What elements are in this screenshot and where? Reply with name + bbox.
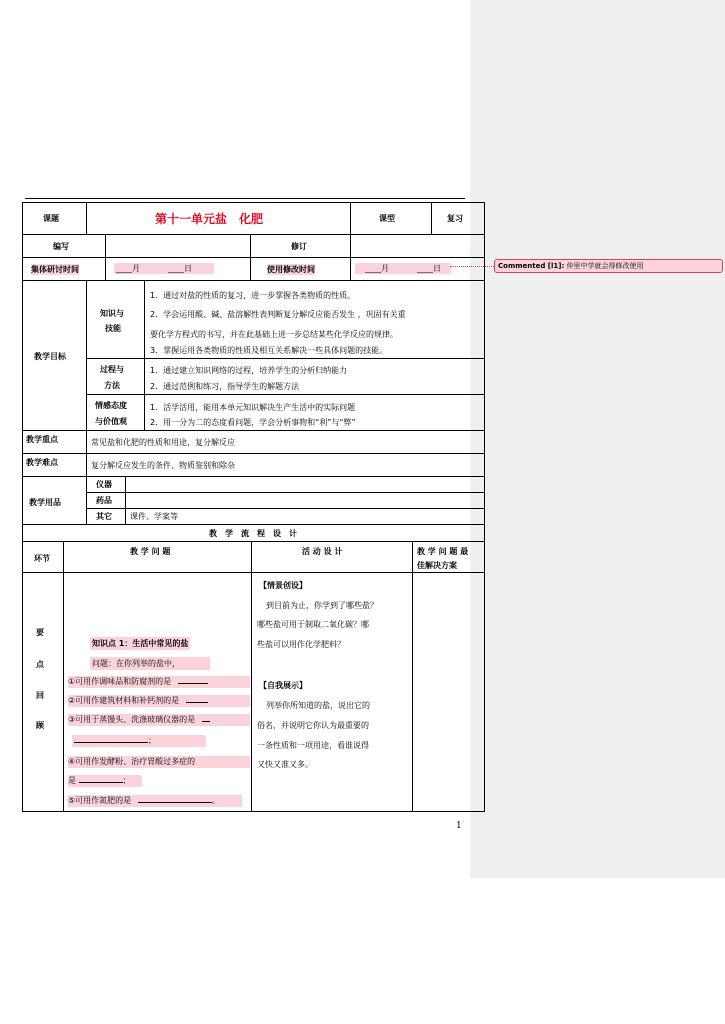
comment-margin-pane [470,0,725,878]
knowledge-label-line1: 知识与 [100,309,124,318]
revise-label-cell [250,234,351,258]
lesson-title: 第十一单元盐 化肥 [155,212,264,226]
question-intro: 问题：在你列举的盐中， [90,657,210,670]
difficult-point-value-cell [86,453,485,477]
flow-title-cell [22,524,485,542]
col-problem-cell [63,541,252,573]
knowledge-items-cell [144,280,485,359]
activity-1-line-2: 哪些盐可用于制取二氧化碳？哪 [257,620,369,629]
key-point-value-cell [86,430,485,454]
comment-connector [450,266,494,267]
stage-char-1: 要 [36,628,44,637]
page-number: 1 [456,821,462,831]
activity-1-line-3: 些盐可以用作化学肥料？ [257,640,345,649]
goals-label: 教学目标 [34,352,66,361]
emotion-item-2: 2．用一分为二的态度看问题，学会分析事物和“利”与“弊” [150,418,356,427]
goals-label-cell [22,280,87,431]
stage-char-3: 回 [36,691,44,700]
activity-1-title: 【情景创设】 [259,581,307,590]
author-value-cell[interactable] [105,234,251,258]
col-problem: 教 学 问 题 [130,547,171,556]
question-4-row [68,756,250,768]
lesson-title-cell [86,202,351,235]
difficult-point-label-cell [22,453,87,477]
question-2: ②可用作建筑材料和补钙剂的是 [68,696,180,705]
flow-title: 教 学 流 程 设 计 [209,529,297,538]
drug-label: 药品 [96,496,112,505]
activity-2-line-3: 一条性质和一项用途，看谁说得 [257,741,369,750]
activity-cell [251,572,413,812]
knowledge-point-1: 知识点 1：生活中常见的盐 [92,639,189,648]
knowledge-item-2: 2．学会运用酸、碱、盐溶解性表判断复分解反应能否发生 ，巩固有关重 [150,310,406,319]
difficult-point-label: 教学难点 [26,458,58,467]
use-time-label-cell [250,257,351,281]
author-label-cell [22,234,106,258]
question-1: ①可用作调味品和防腐剂的是 [68,677,172,686]
collective-label-cell [22,257,106,281]
question-3-blank-cont[interactable] [74,742,148,743]
other-label: 其它 [96,512,112,521]
comment-text: 仲里中学就会得修改使用 [566,262,644,270]
process-item-1: 1．通过建立知识网络的过程，培养学生的分析归纳能力 [150,366,348,375]
question-2-row [68,695,250,707]
question-3: ③可用于蒸馒头、洗涤玻璃仪器的是 [68,715,196,724]
use-day: ____日 [417,264,441,273]
question-1-row [68,676,250,688]
question-3-blank[interactable] [202,721,210,722]
comment-label: Commented [l1]: [498,262,565,270]
question-4: ④可用作发酵粉、治疗胃酸过多症的 [68,757,196,766]
lesson-label-cell [22,202,87,235]
instrument-value-cell [125,476,485,493]
activity-1-line-1: 到目前为止，你学到了哪些盐？ [266,601,378,610]
col-stage: 环节 [34,554,50,563]
use-time-label: 使用修改时间 [267,265,315,274]
use-time-cell[interactable] [350,257,485,281]
col-activity-cell [251,541,413,573]
instrument-label: 仪器 [96,480,112,489]
emotion-label-line1: 情感态度 [95,401,127,410]
revise-label: 修订 [291,242,307,251]
question-4-cont: 是 ； [68,775,142,787]
stage-cell [22,572,64,812]
key-point-value: 常见盐和化肥的性质和用途，复分解反应 [91,438,235,447]
author-label: 编写 [53,242,69,251]
activity-2-line-4: 又快又准又多。 [257,760,313,769]
stage-char-4: 顾 [36,721,44,730]
knowledge-item-3: 3．掌握运用各类物质的性质及相互关系解决一些具体问题的技能。 [150,346,388,355]
col-solution-line1: 教 学 问 题 最 [417,547,469,556]
stage-char-2: 点 [36,660,44,669]
drug-value-cell [125,492,485,509]
collective-time-cell[interactable] [105,257,251,281]
process-label-line1: 过程与 [100,365,124,374]
use-month: ____月 [365,264,389,273]
emotion-item-1: 1．活学活用，能用本单元知识解决生产生活中的实际问题 [150,403,356,412]
question-5: ⑤可用作氮肥的是 [68,796,132,805]
problem-cell [63,572,252,812]
comment-balloon[interactable] [494,259,723,273]
emotion-items-cell [144,394,485,431]
type-label: 课型 [379,214,395,223]
key-point-label-cell [22,430,87,454]
collective-month: ____月 [116,264,140,273]
materials-label: 教学用品 [29,498,61,507]
emotion-label-cell [86,394,145,431]
knowledge-item-2-cont: 要化学方程式的书写，并在此基础上进一步总结某些化学反应的规律。 [150,330,398,339]
other-value: 课件、学案等 [130,512,178,521]
activity-2-title: 【自我展示】 [259,681,307,690]
knowledge-item-1: 1．通过对盐的性质的复习，进一步掌握各类物质的性质。 [150,291,356,300]
type-value-cell [431,202,485,235]
type-value: 复习 [447,214,463,223]
question-1-blank[interactable] [178,683,208,684]
other-value-cell [125,508,485,525]
activity-2-line-1: 列举你所知道的盐，说出它的 [266,701,370,710]
solution-cell[interactable] [412,572,485,812]
process-label-cell [86,358,145,395]
process-items-cell [144,358,485,395]
header-rule [25,198,465,199]
question-4-blank[interactable] [79,782,123,783]
col-solution-cell [412,541,485,573]
key-point-label: 教学重点 [26,435,58,444]
process-label-line2: 方法 [104,381,120,390]
collective-label: 集体研讨时间 [31,265,79,274]
knowledge-label-cell [86,280,145,359]
process-item-2: 2．通过范例和练习，指导学生的解题方法 [150,382,300,391]
activity-2-line-2: 俗名，并说明它你认为最重要的 [257,721,369,730]
materials-label-cell [22,476,87,525]
collective-day: ____日 [168,264,192,273]
question-5-blank[interactable] [138,802,212,803]
question-3-cont: ； [72,735,206,747]
col-solution-line2: 佳解决方案 [417,561,457,570]
instrument-label-cell [86,476,126,493]
question-4-is: 是 [68,776,76,785]
lesson-label: 课题 [43,214,59,223]
question-5-row: ⑤可用作氮肥的是 。 [68,795,242,807]
drug-label-cell [86,492,126,509]
emotion-label-line2: 与价值观 [95,417,127,426]
type-label-cell [350,202,432,235]
question-3-row [68,714,250,726]
question-2-blank[interactable] [186,702,208,703]
col-activity: 活 动 设 计 [302,547,343,556]
revise-value-cell[interactable] [350,234,485,258]
difficult-point-value: 复分解反应发生的条件、物质鉴别和除杂 [91,461,235,470]
col-stage-cell [22,541,64,573]
other-label-cell [86,508,126,525]
knowledge-label-line2: 技能 [105,324,121,333]
